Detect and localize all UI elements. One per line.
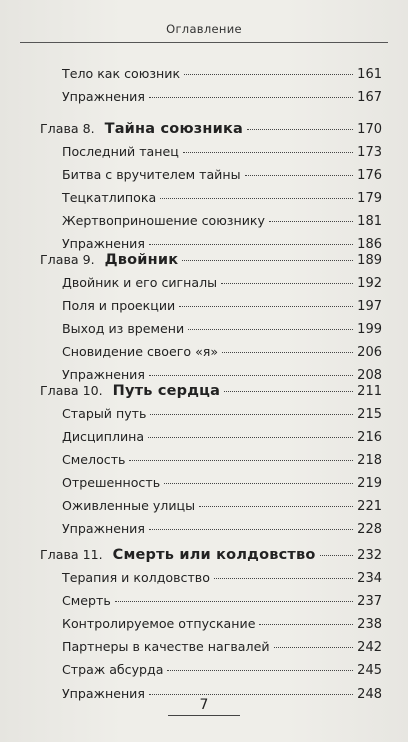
chapter-heading: [40, 547, 316, 563]
dot-leader: [150, 414, 353, 415]
chapter-number: Глава 8.: [40, 121, 95, 136]
chapter-heading: [40, 252, 178, 268]
dot-leader: [184, 74, 353, 75]
section-title: Двойник и его сигналы: [62, 275, 218, 290]
dot-leader: [221, 283, 353, 284]
toc-section-entry: [62, 498, 382, 514]
toc-section-entry: [62, 66, 382, 82]
toc-page-number: 245: [357, 663, 382, 678]
toc-page-number: 170: [357, 122, 382, 137]
toc-page-number: 197: [357, 299, 382, 314]
toc-page-number: 192: [357, 276, 382, 291]
toc-page-number: 189: [357, 253, 382, 268]
toc-page-number: 199: [357, 322, 382, 337]
toc-page-number: 216: [357, 430, 382, 445]
toc-section-entry: [62, 367, 382, 383]
dot-leader: [182, 260, 353, 261]
chapter-title: Двойник: [104, 252, 179, 268]
section-title: Упражнения: [62, 521, 145, 536]
toc-section-entry: [62, 321, 382, 337]
toc-section-entry: [62, 213, 382, 229]
dot-leader: [179, 306, 353, 307]
dot-leader: [129, 460, 353, 461]
toc-page-number: 215: [357, 407, 382, 422]
toc-page-number: 232: [357, 548, 382, 563]
toc-section-entry: [62, 429, 382, 445]
section-title: Сновидение своего «я»: [62, 344, 219, 359]
chapter-number: Глава 10.: [40, 383, 103, 398]
dot-leader: [245, 175, 354, 176]
toc-section-entry: [62, 570, 382, 586]
chapter-title: Тайна союзника: [104, 121, 243, 137]
toc-section-entry: [62, 344, 382, 360]
toc-section-entry: [62, 190, 382, 206]
toc-page-number: 228: [357, 522, 382, 537]
toc-section-entry: [62, 452, 382, 468]
dot-leader: [149, 244, 353, 245]
section-title: Тело как союзник: [62, 66, 181, 81]
dot-leader: [214, 578, 353, 579]
chapter-title: Смерть или колдовство: [112, 547, 316, 563]
toc-page-number: 167: [357, 90, 382, 105]
section-title: Терапия и колдовство: [62, 570, 210, 585]
chapter-heading: [40, 383, 220, 399]
footer-rule: [168, 715, 240, 716]
running-header: Оглавление: [166, 22, 242, 36]
dot-leader: [148, 437, 353, 438]
toc-section-entry: [62, 298, 382, 314]
dot-leader: [259, 624, 353, 625]
section-title: Жертвоприношение союзнику: [62, 213, 265, 228]
section-title: Выход из времени: [62, 321, 185, 336]
toc-page-number: 248: [357, 687, 382, 702]
dot-leader: [149, 529, 353, 530]
section-title: Битва с вручителем тайны: [62, 167, 241, 182]
dot-leader: [320, 555, 354, 556]
dot-leader: [222, 352, 353, 353]
section-title: Тецкатлипока: [62, 190, 157, 205]
dot-leader: [199, 506, 353, 507]
toc-section-entry: [62, 275, 382, 291]
toc-chapter-entry: [40, 547, 382, 563]
section-title: Контролируемое отпускание: [62, 616, 256, 631]
toc-chapter-entry: [40, 383, 382, 399]
toc-chapter-entry: [40, 252, 382, 268]
chapter-heading: [40, 121, 243, 137]
toc-section-entry: [62, 593, 382, 609]
dot-leader: [247, 129, 353, 130]
toc-section-entry: [62, 236, 382, 252]
toc-section-entry: [62, 521, 382, 537]
toc-section-entry: [62, 475, 382, 491]
toc-page-number: 219: [357, 476, 382, 491]
toc-page-number: 173: [357, 145, 382, 160]
toc-chapter-entry: [40, 121, 382, 137]
toc-section-entry: [62, 639, 382, 655]
toc-page-number: 237: [357, 594, 382, 609]
toc-section-entry: [62, 167, 382, 183]
toc-section-entry: [62, 144, 382, 160]
dot-leader: [167, 670, 353, 671]
dot-leader: [164, 483, 353, 484]
section-title: Отрешенность: [62, 475, 161, 490]
toc-page-number: 218: [357, 453, 382, 468]
section-title: Упражнения: [62, 367, 145, 382]
dot-leader: [149, 375, 353, 376]
section-title: Упражнения: [62, 89, 145, 104]
toc-page-number: 221: [357, 499, 382, 514]
toc-page-number: 181: [357, 214, 382, 229]
toc-page-number: 206: [357, 345, 382, 360]
toc-page-number: 242: [357, 640, 382, 655]
chapter-number: Глава 9.: [40, 252, 95, 267]
toc-page-number: 211: [357, 384, 382, 399]
section-title: Упражнения: [62, 686, 145, 701]
section-title: Упражнения: [62, 236, 145, 251]
section-title: Последний танец: [62, 144, 179, 159]
dot-leader: [149, 97, 353, 98]
dot-leader: [160, 198, 353, 199]
chapter-number: Глава 11.: [40, 547, 103, 562]
dot-leader: [269, 221, 353, 222]
dot-leader: [183, 152, 353, 153]
toc-section-entry: [62, 662, 382, 678]
toc-page-number: 176: [357, 168, 382, 183]
dot-leader: [115, 601, 353, 602]
dot-leader: [274, 647, 354, 648]
toc-page-number: 161: [357, 67, 382, 82]
chapter-title: Путь сердца: [112, 383, 221, 399]
section-title: Дисциплина: [62, 429, 145, 444]
toc-page-number: 179: [357, 191, 382, 206]
page-number: 7: [199, 697, 209, 713]
toc-section-entry: [62, 616, 382, 632]
dot-leader: [149, 694, 353, 695]
dot-leader: [188, 329, 353, 330]
toc-section-entry: [62, 89, 382, 105]
section-title: Смелость: [62, 452, 126, 467]
section-title: Партнеры в качестве нагвалей: [62, 639, 270, 654]
section-title: Поля и проекции: [62, 298, 176, 313]
section-title: Оживленные улицы: [62, 498, 196, 513]
section-title: Страж абсурда: [62, 662, 164, 677]
dot-leader: [224, 391, 353, 392]
header-rule: [20, 42, 388, 43]
toc-page-number: 234: [357, 571, 382, 586]
section-title: Смерть: [62, 593, 111, 608]
toc-page-number: 238: [357, 617, 382, 632]
toc-page-number: 186: [357, 237, 382, 252]
toc-page-number: 208: [357, 368, 382, 383]
toc-section-entry: [62, 406, 382, 422]
section-title: Старый путь: [62, 406, 147, 421]
